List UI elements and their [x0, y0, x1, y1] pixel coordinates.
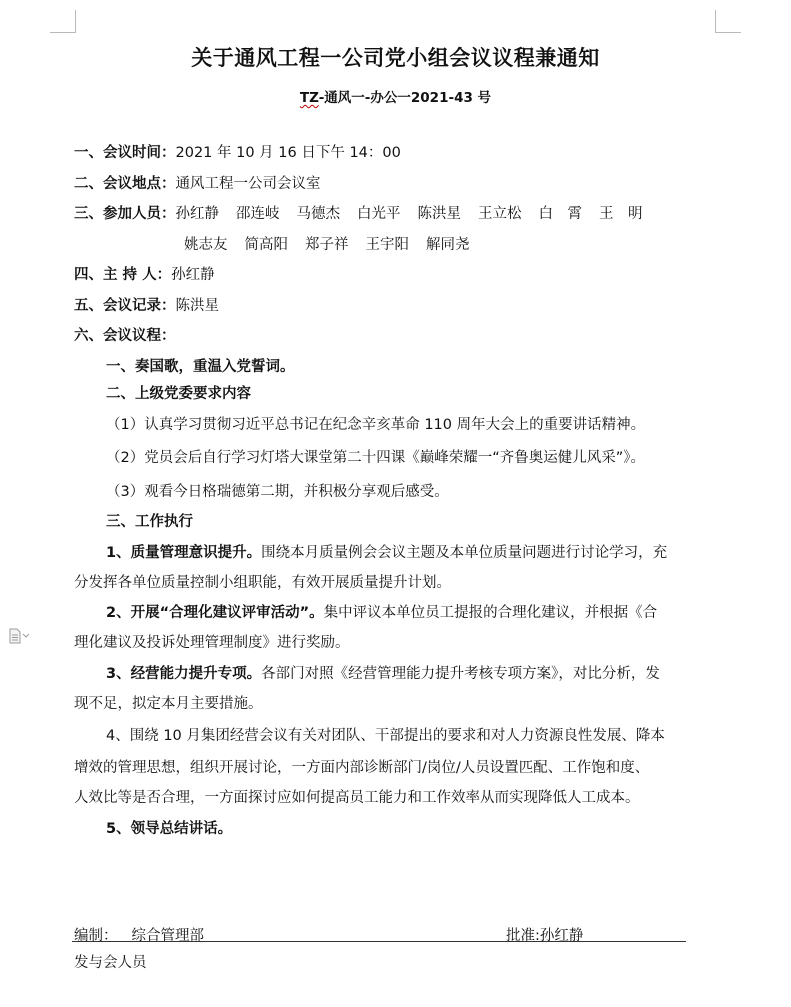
page-corner-mark-top-left — [50, 10, 76, 33]
agenda-item-1: 一、奏国歌，重温入党誓词。 — [106, 359, 295, 375]
work-item-3-line-2: 现不足，拟定本月主要措施。 — [74, 696, 263, 712]
attendee-name: 郑子祥 — [305, 237, 349, 253]
host-row — [74, 263, 215, 284]
attendee-name: 马德杰 — [296, 206, 340, 222]
agenda-sub-2: （2）党员会后自行学习灯塔大课堂第二十四课《巅峰荣耀一“齐鲁奥运健儿风采”》。 — [106, 450, 645, 466]
attendee-name: 白光平 — [357, 206, 401, 222]
editor-value: 综合管理部 — [131, 928, 204, 944]
host-label: 四、主 持 人： — [74, 267, 172, 283]
document-title: 关于通风工程一公司党小组会议议程兼通知 — [191, 46, 600, 70]
page-corner-mark-top-right — [715, 10, 741, 33]
work-item-1-line-1: 1、质量管理意识提升。围绕本月质量例会会议主题及本单位质量问题进行讨论学习，充 — [106, 545, 668, 561]
attendees-row-1 — [74, 202, 660, 223]
work-item-4-line-3: 人效比等是否合理，一方面探讨应如何提高员工能力和工作效率从而实现降低人工成本。 — [74, 790, 640, 806]
agenda-item-3: 三、工作执行 — [106, 514, 193, 530]
attendee-list-2 — [184, 233, 487, 254]
recorder-value: 陈洪星 — [175, 298, 219, 314]
meeting-time-value: 2021 年 10 月 16 日下午 14：00 — [175, 145, 401, 161]
recorder-row — [74, 294, 219, 315]
work-item-1-heading: 1、质量管理意识提升。 — [106, 545, 262, 561]
attendee-name: 王立松 — [478, 206, 522, 222]
approver-label: 批准: — [506, 928, 540, 944]
attendee-name: 王宇阳 — [365, 237, 409, 253]
attendee-list-1 — [176, 202, 660, 223]
approver-value: 孙红静 — [539, 928, 584, 944]
agenda-heading: 六、会议议程： — [74, 328, 176, 344]
meeting-time-label: 一、会议时间： — [74, 145, 176, 161]
work-item-3-heading: 3、经营能力提升专项。 — [106, 666, 262, 682]
agenda-sub-3: （3）观看今日格瑞德第二期，并积极分享观后感受。 — [106, 484, 449, 500]
agenda-sub-1: （1）认真学习贯彻习近平总书记在纪念辛亥革命 110 周年大会上的重要讲话精神。 — [106, 417, 646, 433]
work-item-4-line-1: 4、围绕 10 月集团经营会议有关对团队、干部提出的要求和对人力资源良性发展、降本 — [106, 728, 665, 744]
work-item-4-line-2: 增效的管理思想，组织开展讨论，一方面内部诊断部门/岗位/人员设置匹配、工作饱和度、 — [74, 760, 650, 776]
agenda-item-5: 5、领导总结讲话。 — [106, 821, 233, 837]
recorder-label: 五、会议记录： — [74, 298, 176, 314]
attendee-name: 陈洪星 — [417, 206, 461, 222]
host-value: 孙红静 — [171, 267, 215, 283]
footer-divider — [72, 941, 686, 942]
work-item-3-line-1: 3、经营能力提升专项。各部门对照《经营管理能力提升考核专项方案》，对比分析，发 — [106, 666, 660, 682]
work-item-2-line-2: 理化建议及投诉处理管理制度》进行奖励。 — [74, 635, 350, 651]
attendees-row-2 — [184, 233, 487, 254]
work-item-1-line-2: 分发挥各单位质量控制小组职能，有效开展质量提升计划。 — [74, 575, 451, 591]
attendee-name: 解同尧 — [426, 237, 470, 253]
document-number: TZ-通风一-办公一2021-43 号 — [299, 90, 492, 106]
attendee-name: 孙红静 — [175, 206, 219, 222]
agenda-item-2: 二、上级党委要求内容 — [106, 386, 251, 402]
spellcheck-underlined-text: TZ — [299, 90, 319, 106]
attendee-name: 白 霄 — [538, 206, 582, 222]
attendee-name: 简高阳 — [244, 237, 288, 253]
distribution-line: 发与会人员 — [74, 955, 147, 971]
meeting-place-row — [74, 172, 321, 193]
attendee-name: 邵连岐 — [236, 206, 280, 222]
editor-label: 编制： — [74, 928, 118, 944]
meeting-time-row — [74, 141, 401, 162]
document-outline-icon[interactable] — [8, 628, 32, 644]
work-item-2-heading: 2、开展“合理化建议评审活动”。 — [106, 605, 324, 621]
meeting-place-value: 通风工程一公司会议室 — [175, 176, 321, 192]
work-item-2-line-1: 2、开展“合理化建议评审活动”。集中评议本单位员工提报的合理化建议，并根据《合 — [106, 605, 658, 621]
attendees-label: 三、参加人员： — [74, 206, 176, 222]
attendee-name: 王 明 — [599, 206, 643, 222]
meeting-place-label: 二、会议地点： — [74, 176, 176, 192]
attendee-name: 姚志友 — [184, 237, 228, 253]
